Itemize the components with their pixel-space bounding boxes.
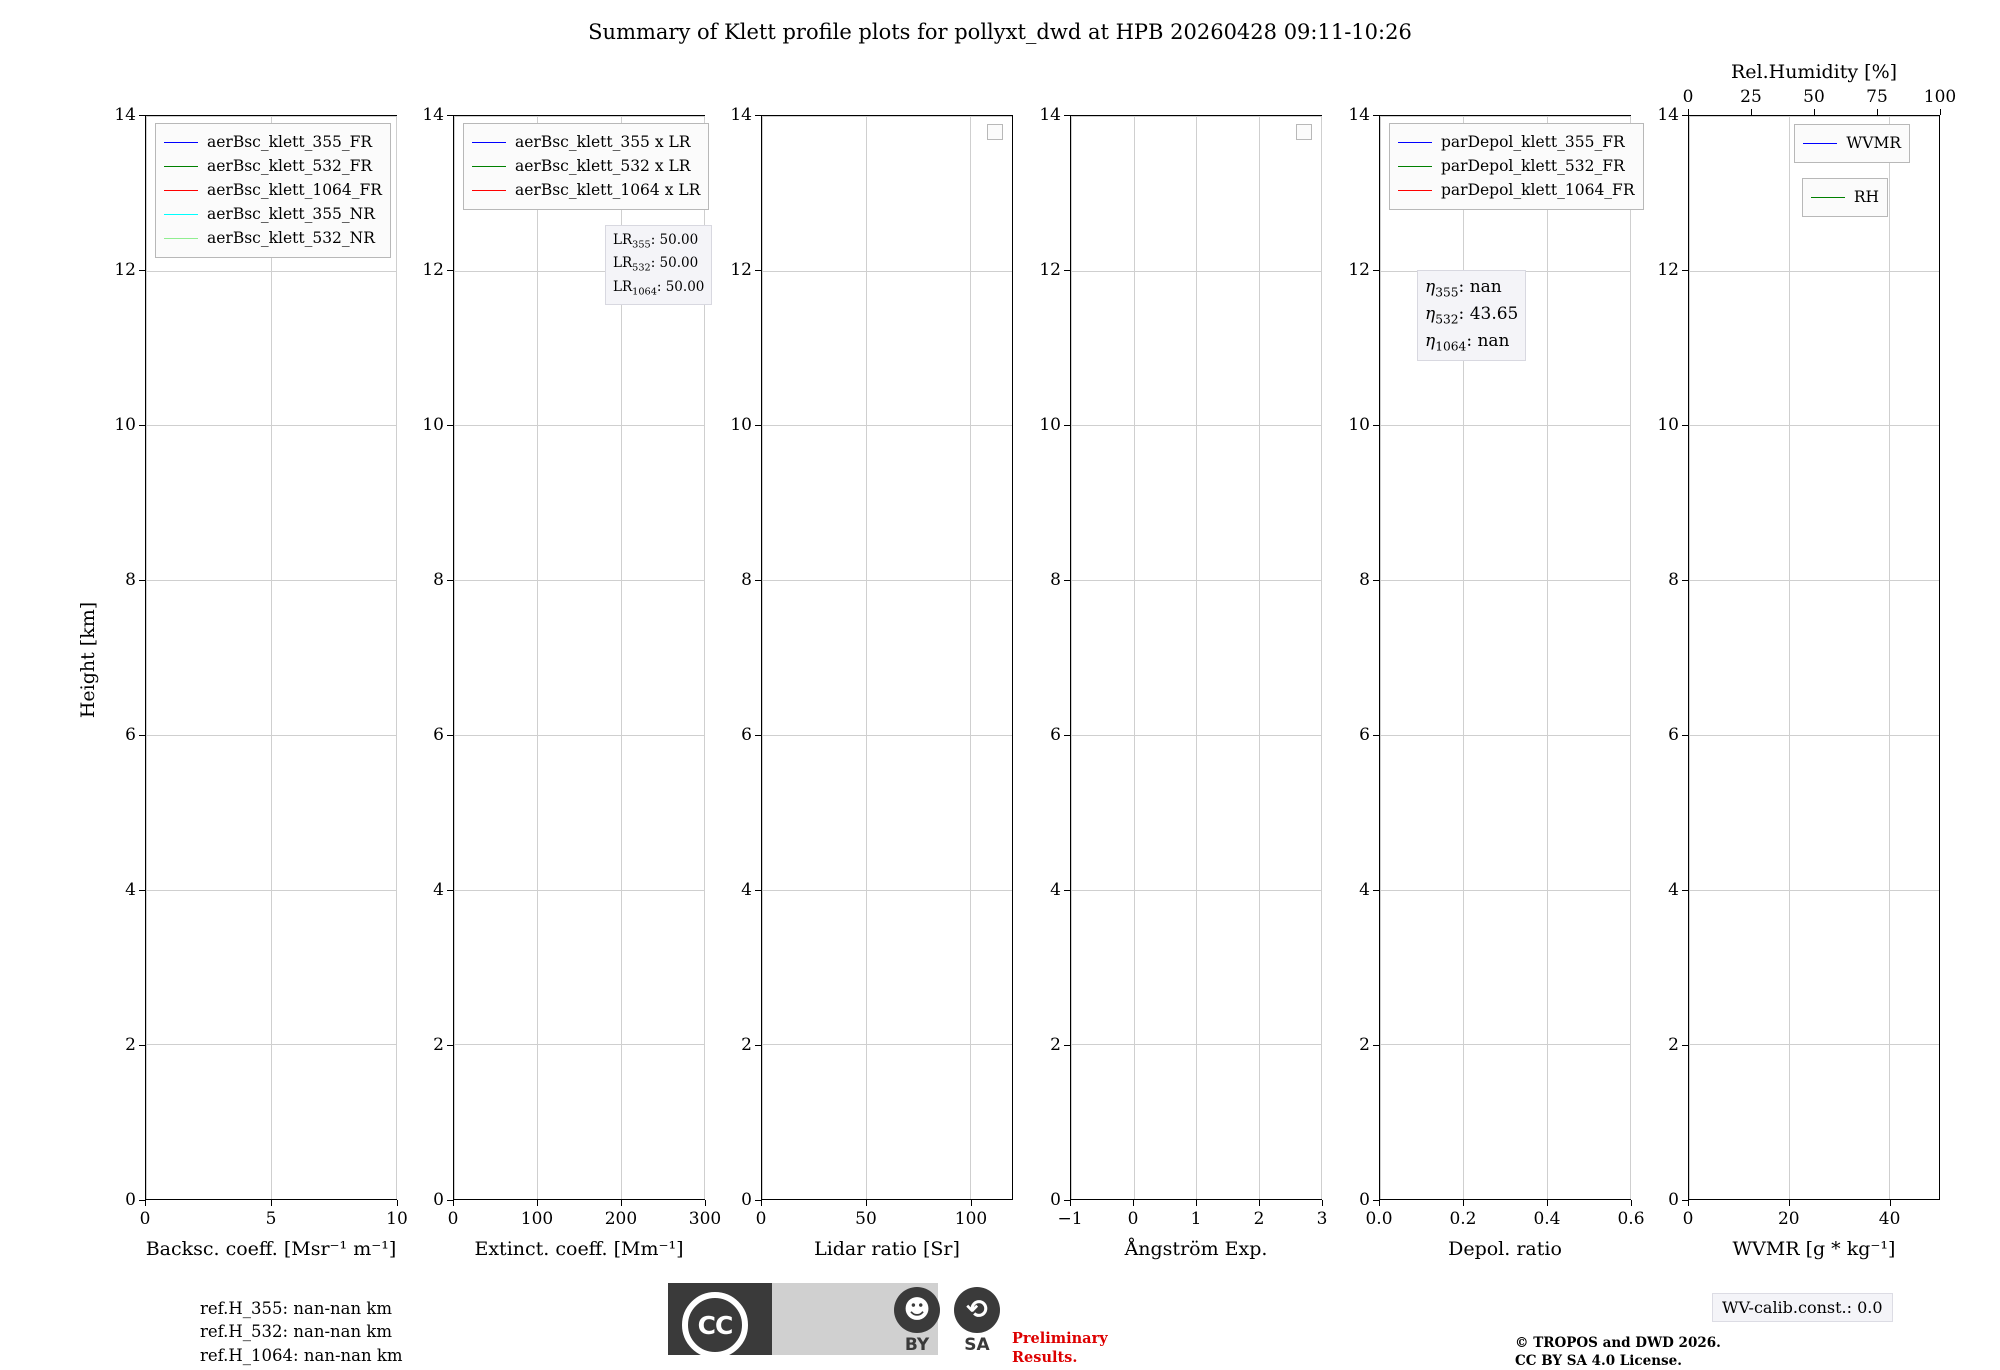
y-tick-8: 8 — [1668, 569, 1679, 590]
x-tick-wv-0: 0 — [1682, 1209, 1694, 1229]
y-tick-12: 12 — [114, 259, 136, 280]
x-tick-lr-50: 50 — [855, 1209, 877, 1229]
legend-line-icon — [164, 214, 198, 215]
x-tick-bsc-0: 0 — [139, 1209, 151, 1229]
legend-line-icon — [164, 190, 198, 191]
legend-line-icon — [164, 166, 198, 167]
lidar-ratio-annotation — [605, 225, 712, 305]
x-axis-label-extinction: Extinct. coeff. [Mm⁻¹] — [474, 1238, 684, 1260]
y-tick-12: 12 — [730, 259, 752, 280]
x-tick-ext-300: 300 — [688, 1209, 722, 1229]
y-tick-0: 0 — [433, 1190, 444, 1210]
legend-item — [164, 154, 382, 178]
x-axis-label-depol-ratio: Depol. ratio — [1448, 1238, 1562, 1260]
legend-label: parDepol_klett_532_FR — [1441, 157, 1625, 176]
x-tick-lr-0: 0 — [755, 1209, 767, 1229]
legend-item — [1398, 178, 1635, 202]
x-tick-lr-100: 100 — [954, 1209, 988, 1229]
eta-1064: $\eta_{1064}$: nan — [1425, 331, 1510, 354]
legend-label: WVMR — [1846, 134, 1901, 152]
x-tick-wv-40: 40 — [1878, 1209, 1901, 1229]
y-tick-8: 8 — [433, 569, 444, 590]
legend-line-icon — [1811, 197, 1845, 198]
y-tick-4: 4 — [1668, 879, 1679, 900]
x-tick-ae-0: 0 — [1127, 1209, 1139, 1229]
x-tick-ae-m1: −1 — [1057, 1209, 1083, 1229]
legend-line-icon — [472, 190, 506, 191]
eta-355: $\eta_{355}$: nan — [1425, 277, 1502, 300]
y-tick-4: 4 — [1050, 879, 1061, 900]
preliminary-line-1: Preliminary — [1012, 1330, 1108, 1347]
y-tick-6: 6 — [1359, 725, 1370, 745]
copyright-line-1: © TROPOS and DWD 2026. — [1515, 1335, 1721, 1351]
legend-line-icon — [1398, 166, 1432, 167]
by-label: BY — [904, 1335, 930, 1355]
y-tick-10: 10 — [114, 414, 136, 435]
y-tick-14: 14 — [1657, 105, 1679, 125]
y-tick-10: 10 — [730, 414, 752, 435]
chart-panel-angstrom — [1039, 105, 1328, 1260]
chart-panel-wvmr — [1657, 61, 1957, 1260]
y-tick-6: 6 — [1668, 725, 1679, 745]
creative-commons-badge — [668, 1283, 990, 1355]
lr-532: $LR_{532}$: 50.00 — [613, 255, 699, 274]
page-title: Summary of Klett profile plots for pollyxt_dwd at HPB 20260428 09:11-10:26 — [588, 20, 1412, 44]
x-tick-rh-100: 100 — [1923, 87, 1957, 107]
plot-area-backscatter — [145, 115, 397, 1200]
legend-line-icon — [164, 238, 198, 239]
legend-label: aerBsc_klett_532 x LR — [515, 157, 691, 176]
y-tick-6: 6 — [1050, 725, 1061, 745]
x-tick-rh-75: 75 — [1866, 87, 1888, 107]
y-tick-4: 4 — [433, 879, 444, 900]
legend-label: aerBsc_klett_355 x LR — [515, 133, 691, 151]
x-tick-dp-02: 0.2 — [1449, 1209, 1477, 1229]
legend-line-icon — [1803, 143, 1837, 144]
y-tick-14: 14 — [1039, 105, 1061, 125]
y-tick-12: 12 — [1657, 259, 1679, 280]
copyright-notice — [1515, 1334, 1721, 1370]
x-axis-label-backscatter: Backsc. coeff. [Msr⁻¹ m⁻¹] — [145, 1238, 397, 1260]
x-tick-ae-2: 2 — [1253, 1209, 1265, 1229]
reference-heights — [200, 1297, 403, 1367]
y-tick-2: 2 — [741, 1034, 752, 1055]
wv-calibration-constant: WV-calib.const.: 0.0 — [1712, 1293, 1893, 1322]
legend-item — [1398, 154, 1635, 178]
y-tick-6: 6 — [433, 725, 444, 745]
preliminary-line-2: Results. — [1012, 1348, 1078, 1366]
legend-line-icon — [1398, 190, 1432, 191]
legend-item — [1803, 131, 1901, 155]
legend-label: aerBsc_klett_1064 x LR — [515, 181, 701, 200]
by-icon: ☻ — [894, 1287, 940, 1333]
legend-item — [164, 202, 382, 226]
x-tick-ext-0: 0 — [447, 1209, 459, 1229]
empty-legend-box-angstrom — [1296, 124, 1312, 140]
y-tick-10: 10 — [1657, 414, 1679, 435]
legend-rh — [1802, 178, 1888, 217]
cc-icon: CC — [682, 1292, 748, 1358]
y-tick-2: 2 — [1050, 1034, 1061, 1055]
legend-line-icon — [472, 142, 506, 143]
y-tick-14: 14 — [1348, 105, 1370, 125]
legend-line-icon — [472, 166, 506, 167]
y-tick-10: 10 — [1039, 414, 1061, 435]
y-tick-4: 4 — [125, 879, 136, 900]
legend-item — [164, 130, 382, 154]
x-tick-dp-04: 0.4 — [1533, 1209, 1561, 1229]
x-tick-rh-50: 50 — [1803, 87, 1825, 107]
y-tick-10: 10 — [1348, 414, 1370, 435]
legend-item — [164, 226, 382, 250]
y-tick-0: 0 — [125, 1190, 136, 1210]
y-axis-label: Height [km] — [77, 601, 99, 719]
legend-item — [472, 130, 700, 154]
y-tick-0: 0 — [1050, 1190, 1061, 1210]
legend-label: aerBsc_klett_532_FR — [207, 157, 373, 176]
y-tick-2: 2 — [433, 1034, 444, 1055]
y-tick-4: 4 — [741, 879, 752, 900]
y-tick-6: 6 — [741, 725, 752, 745]
legend-label: parDepol_klett_355_FR — [1441, 133, 1625, 151]
cc-badge-light-section — [772, 1283, 990, 1355]
x-tick-bsc-5: 5 — [265, 1209, 277, 1229]
x-tick-ae-1: 1 — [1190, 1209, 1202, 1229]
x-tick-wv-20: 20 — [1777, 1209, 1800, 1229]
chart-panel-extinction — [422, 105, 722, 1260]
eta-annotation — [1417, 270, 1526, 361]
x-tick-dp-00: 0.0 — [1365, 1209, 1393, 1229]
legend-item — [1398, 130, 1635, 154]
plot-area-angstrom — [1070, 115, 1322, 1200]
y-tick-0: 0 — [741, 1190, 752, 1210]
y-tick-14: 14 — [730, 105, 752, 125]
legend-item — [472, 178, 700, 202]
y-tick-2: 2 — [1668, 1034, 1679, 1055]
cc-badge-dark-section — [668, 1283, 772, 1355]
eta-532: $\eta_{532}$: 43.65 — [1425, 304, 1519, 327]
lr-355: $LR_{355}$: 50.00 — [613, 232, 699, 251]
y-tick-12: 12 — [422, 259, 444, 280]
plot-area-wvmr — [1688, 115, 1940, 1200]
empty-legend-box-lidar-ratio — [987, 124, 1003, 140]
y-tick-8: 8 — [125, 569, 136, 590]
y-tick-10: 10 — [422, 414, 444, 435]
legend-item — [472, 154, 700, 178]
legend-backscatter — [155, 123, 391, 258]
lr-1064: $LR_{1064}$: 50.00 — [613, 278, 705, 298]
legend-item — [164, 178, 382, 202]
y-tick-14: 14 — [114, 105, 136, 125]
y-tick-8: 8 — [1050, 569, 1061, 590]
legend-label: aerBsc_klett_532_NR — [207, 229, 375, 248]
legend-line-icon — [164, 142, 198, 143]
y-tick-12: 12 — [1039, 259, 1061, 280]
preliminary-results-notice — [1012, 1330, 1108, 1368]
x-axis-label-rel-humidity: Rel.Humidity [%] — [1730, 61, 1898, 83]
x-axis-label-lidar-ratio: Lidar ratio [Sr] — [814, 1238, 960, 1260]
y-tick-14: 14 — [422, 105, 444, 125]
chart-panel-backscatter — [114, 105, 408, 1260]
x-tick-bsc-10: 10 — [386, 1209, 408, 1229]
y-tick-12: 12 — [1348, 259, 1370, 280]
sa-label: SA — [964, 1335, 990, 1355]
y-tick-0: 0 — [1359, 1190, 1370, 1210]
legend-label: RH — [1853, 188, 1879, 206]
legend-label: aerBsc_klett_1064_FR — [207, 181, 382, 200]
x-axis-label-angstrom: Ångström Exp. — [1124, 1238, 1268, 1260]
chart-panel-depol-ratio — [1348, 105, 1645, 1260]
x-tick-rh-25: 25 — [1740, 87, 1762, 107]
legend-label: parDepol_klett_1064_FR — [1441, 181, 1635, 200]
legend-depol-ratio — [1389, 123, 1644, 210]
y-tick-8: 8 — [1359, 569, 1370, 590]
y-tick-6: 6 — [125, 725, 136, 745]
x-axis-label-wvmr: WVMR [g * kg⁻¹] — [1732, 1238, 1896, 1260]
legend-line-icon — [1398, 142, 1432, 143]
legend-extinction — [463, 123, 709, 210]
plot-area-lidar-ratio — [761, 115, 1013, 1200]
x-tick-ae-3: 3 — [1316, 1209, 1328, 1229]
y-tick-2: 2 — [125, 1034, 136, 1055]
legend-wvmr — [1794, 124, 1910, 163]
ref-h-1064: ref.H_1064: nan-nan km — [200, 1345, 403, 1365]
legend-label: aerBsc_klett_355_FR — [207, 133, 373, 151]
legend-label: aerBsc_klett_355_NR — [207, 205, 375, 224]
chart-panel-lidar-ratio — [730, 105, 1013, 1260]
copyright-line-2: CC BY SA 4.0 License. — [1515, 1353, 1682, 1370]
y-tick-0: 0 — [1668, 1190, 1679, 1210]
ref-h-355: ref.H_355: nan-nan km — [200, 1299, 392, 1318]
ref-h-532: ref.H_532: nan-nan km — [200, 1322, 392, 1342]
y-tick-8: 8 — [741, 569, 752, 590]
x-tick-ext-200: 200 — [604, 1209, 638, 1229]
sa-icon: ⟲ — [954, 1287, 1000, 1333]
x-tick-ext-100: 100 — [520, 1209, 554, 1229]
y-tick-4: 4 — [1359, 879, 1370, 900]
y-tick-2: 2 — [1359, 1034, 1370, 1055]
legend-item — [1811, 185, 1879, 209]
x-tick-dp-06: 0.6 — [1617, 1209, 1645, 1229]
x-tick-rh-0: 0 — [1682, 87, 1694, 107]
